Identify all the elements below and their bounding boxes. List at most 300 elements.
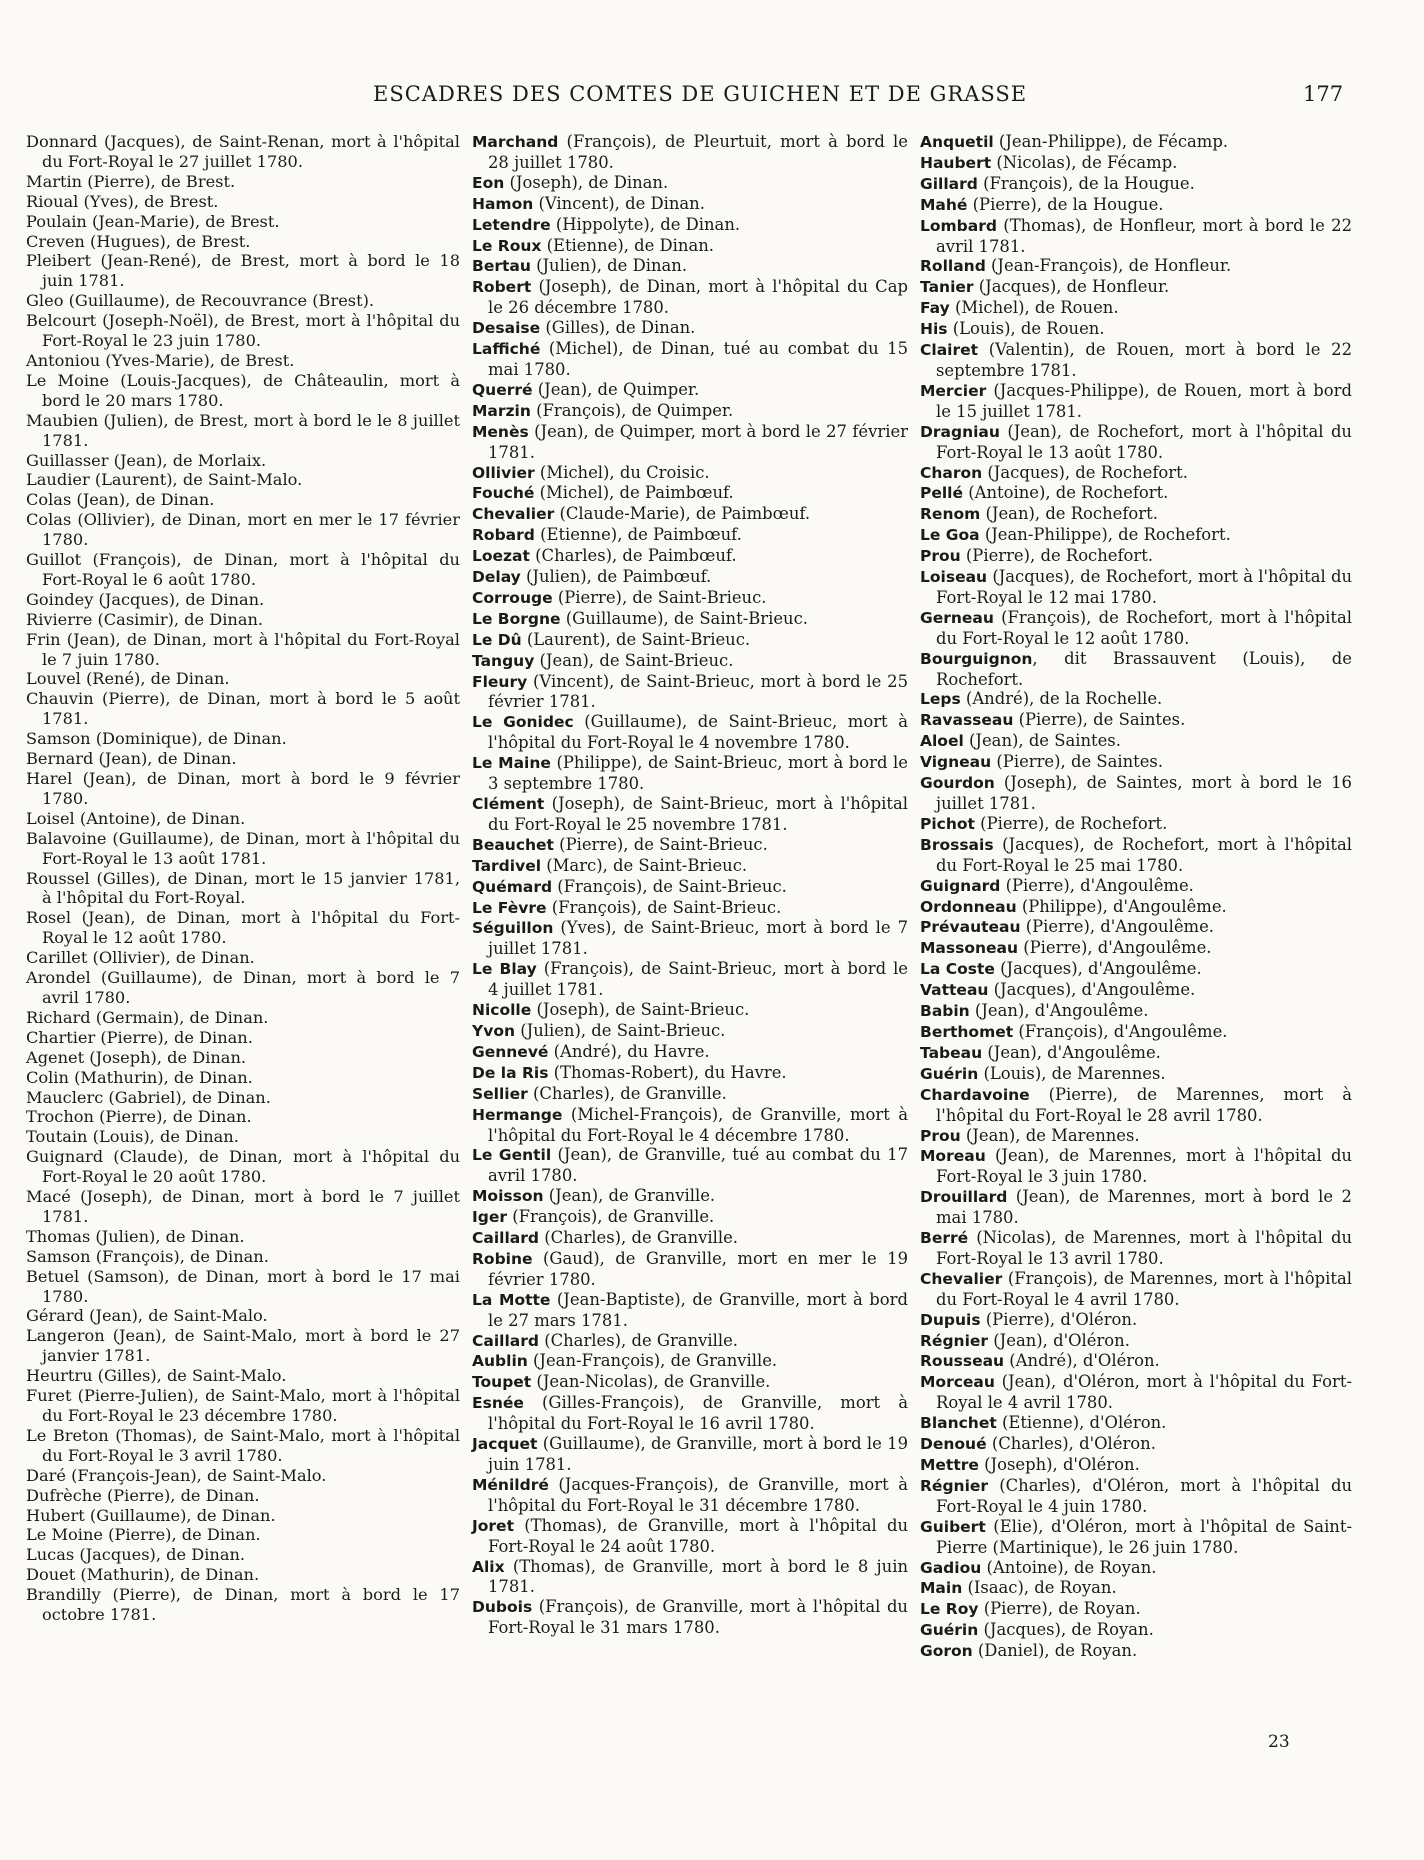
roster-entry — [472, 546, 908, 567]
roster-entry — [472, 877, 908, 898]
entry-surname: Ollivier — [472, 463, 535, 482]
roster-entry — [26, 550, 460, 590]
roster-entry — [920, 1043, 1352, 1064]
entry-surname: Le Roy — [920, 1600, 979, 1619]
roster-entry — [920, 1064, 1352, 1085]
page-number: 177 — [1303, 82, 1344, 106]
entry-details: (Jean), de Dinan, mort à bord le 9 février 1780. — [42, 769, 460, 808]
entry-details: (Jean), de Dinan. — [71, 490, 215, 510]
entry-surname: Tabeau — [920, 1043, 983, 1062]
entry-surname: Mercier — [920, 381, 987, 400]
roster-entry — [920, 1331, 1352, 1352]
entry-details: (Pierre), de Saint-Brieuc. — [552, 587, 767, 607]
roster-entry — [26, 590, 460, 610]
entry-details: (Thomas), de Honfleur, mort à bord le 22 avril 1781. — [936, 215, 1352, 256]
entry-surname: Tanier — [920, 278, 974, 297]
entry-surname: Pleibert — [26, 251, 92, 271]
column-right — [920, 132, 1352, 1662]
roster-entry — [26, 1028, 460, 1048]
entry-details: (Jacques), de Dinan. — [74, 1545, 246, 1565]
entry-surname: Marchand — [472, 133, 559, 151]
entry-details: (Pierre), d'Angoulême. — [1000, 875, 1194, 895]
entry-surname: Le Moine — [26, 1525, 103, 1545]
entry-details: (Philippe), de Saint-Brieuc, mort à bord le 3 septembre 1780. — [488, 753, 908, 794]
roster-entry — [472, 567, 908, 588]
entry-details: (Jean), de Marennes. — [960, 1125, 1140, 1145]
roster-entry — [26, 451, 460, 471]
entry-details: (Pierre), d'Oléron. — [980, 1309, 1138, 1329]
entry-surname: Laffiché — [472, 340, 541, 359]
entry-details: (Gabriel), de Dinan. — [103, 1087, 271, 1107]
roster-entry — [26, 132, 460, 172]
roster-entry — [920, 897, 1352, 918]
entry-surname: Goindey — [26, 589, 94, 609]
roster-entry — [472, 1021, 908, 1042]
entry-surname: Louvel — [26, 669, 81, 689]
entry-details: (Jean), de Saint-Malo. — [84, 1306, 268, 1326]
entry-details: (Jean), de Granville, tué au combat du 17 avril 1780. — [488, 1145, 908, 1186]
entry-details: (Jean), d'Oléron. — [988, 1330, 1130, 1350]
roster-entry — [472, 918, 908, 959]
roster-entry — [472, 794, 908, 835]
entry-surname: Le Gonidec — [472, 713, 574, 732]
entry-details: (Charles), d'Oléron. — [986, 1434, 1156, 1454]
entry-details: (Pierre), de Rochefort. — [960, 546, 1154, 566]
entry-details: (François), de Saint-Brieuc. — [552, 876, 787, 896]
roster-entry — [26, 869, 460, 909]
entry-surname: Babin — [920, 1002, 970, 1021]
roster-entry — [26, 1565, 460, 1585]
entry-surname: Renom — [920, 505, 981, 524]
roster-entry — [920, 381, 1352, 422]
entry-details: (Gilles), de Dinan, mort le 15 janvier 1781, à l'hôpital du Fort-Royal. — [42, 868, 460, 908]
entry-details: (Jean), de Quimper. — [532, 379, 700, 399]
entry-details: (Jean), de Dinan, mort à l'hôpital du Fort-Royal le 12 août 1780. — [42, 908, 460, 948]
roster-entry — [472, 1084, 908, 1105]
roster-entry — [472, 1228, 908, 1249]
entry-surname: Querré — [472, 380, 533, 399]
roster-entry — [26, 729, 460, 749]
entry-surname: Moreau — [920, 1147, 986, 1166]
entry-surname: Guignard — [26, 1147, 104, 1167]
entry-details: (Pierre), de Dinan. — [101, 1485, 260, 1505]
entry-surname: Blanchet — [920, 1414, 997, 1433]
entry-surname: Chardavoine — [920, 1085, 1030, 1104]
entry-surname: Antoniou — [26, 350, 101, 370]
entry-details: (Jacques), de Rochefort, mort à l'hôpital du Fort-Royal le 25 mai 1780. — [936, 834, 1352, 875]
entry-surname: Rioual — [26, 191, 79, 211]
entry-surname: Samson — [26, 1246, 91, 1266]
roster-entry — [920, 463, 1352, 484]
entry-details: (Michel), du Croisic. — [534, 462, 710, 482]
roster-entry — [26, 1267, 460, 1307]
entry-details: (François), de Saint-Brieuc. — [546, 897, 782, 917]
entry-surname: Guignard — [920, 876, 1001, 895]
entry-surname: Arondel — [26, 968, 91, 988]
roster-entry — [920, 1372, 1352, 1413]
entry-details: (Thomas), de Saint-Malo, mort à l'hôpital du Fort-Royal le 3 avril 1780. — [42, 1425, 461, 1465]
entry-details: (Hippolyte), de Dinan. — [550, 214, 741, 234]
entry-surname: Le Goa — [920, 526, 980, 545]
entry-surname: Esnée — [472, 1394, 524, 1413]
roster-entry — [920, 1351, 1352, 1372]
entry-details: (Etienne), d'Oléron. — [996, 1413, 1167, 1433]
roster-entry — [920, 340, 1352, 381]
roster-entry — [920, 546, 1352, 567]
entry-surname: Colas — [26, 490, 72, 510]
entry-details: (André), du Havre. — [548, 1041, 710, 1061]
roster-entry — [26, 669, 460, 689]
entry-surname: Gillard — [920, 174, 978, 193]
roster-entry — [26, 1048, 460, 1068]
entry-surname: Mettre — [920, 1456, 979, 1474]
entry-surname: Le Moine — [26, 370, 110, 390]
entry-details: (Michel), de Paimbœuf. — [534, 483, 734, 503]
entry-details: (François), de Dinan. — [90, 1246, 269, 1266]
roster-entry — [472, 1249, 908, 1290]
entry-details: (François), de Dinan, mort à l'hôpital du Fort-Royal le 6 août 1780. — [42, 550, 460, 589]
entry-surname: Hermange — [472, 1105, 563, 1124]
roster-entry — [920, 752, 1352, 773]
entry-details: (Charles), d'Oléron, mort à l'hôpital du Fort-Royal le 4 juin 1780. — [936, 1475, 1352, 1516]
roster-entry — [472, 835, 908, 856]
roster-entry — [472, 1434, 908, 1475]
entry-details: (Jean), de Saint-Brieuc. — [534, 650, 734, 670]
entry-surname: Thomas — [26, 1226, 91, 1246]
entry-surname: Robard — [472, 526, 535, 545]
entry-surname: Vatteau — [920, 981, 989, 1000]
roster-entry — [472, 1145, 908, 1186]
entry-surname: Guérin — [920, 1064, 979, 1083]
entry-surname: Toutain — [26, 1127, 88, 1147]
roster-entry — [26, 1147, 460, 1187]
entry-surname: Iger — [472, 1208, 508, 1227]
entry-details: (Julien), de Paimbœuf. — [520, 567, 712, 587]
entry-surname: Gennevé — [472, 1042, 549, 1061]
roster-entry — [920, 174, 1352, 195]
entry-details: (Nicolas), de Marennes, mort à l'hôpital du Fort-Royal le 13 avril 1780. — [936, 1228, 1352, 1268]
entry-surname: Corrouge — [472, 588, 553, 607]
entry-surname: Quémard — [472, 877, 553, 896]
roster-entry — [472, 215, 908, 236]
entry-details: (Jean-Philippe), de Rochefort. — [979, 525, 1231, 545]
entry-surname: Gerneau — [920, 608, 994, 627]
roster-entry — [472, 1207, 908, 1228]
roster-entry — [920, 1269, 1352, 1310]
entry-surname: Marzin — [472, 401, 531, 420]
entry-surname: Le Roux — [472, 236, 542, 255]
roster-entry — [26, 1585, 460, 1625]
roster-entry — [472, 236, 908, 257]
entry-surname: Jacquet — [472, 1435, 538, 1454]
entry-surname: Mauclerc — [26, 1087, 104, 1107]
entry-surname: Chevalier — [920, 1269, 1003, 1288]
entry-surname: Régnier — [920, 1331, 989, 1350]
entry-details: (Laurent), de Saint-Malo. — [89, 470, 303, 490]
entry-details: (Louis), de Rouen. — [947, 319, 1105, 339]
roster-entry — [472, 1351, 908, 1372]
roster-entry — [472, 380, 908, 401]
entry-details: (Jean-Nicolas), de Granville. — [531, 1372, 771, 1392]
roster-entry — [920, 256, 1352, 277]
entry-details: (Louis-Jacques), de Châteaulin, mort à bord le 20 mars 1780. — [42, 370, 460, 410]
entry-surname: Rolland — [920, 257, 986, 276]
roster-entry — [920, 1126, 1352, 1147]
entry-surname: Berré — [920, 1229, 969, 1248]
entry-details: (Jacques), de Rochefort. — [982, 462, 1188, 482]
entry-details: (Jean), de Rochefort. — [980, 504, 1158, 524]
roster-entry — [920, 1455, 1352, 1476]
entry-surname: Le Dû — [472, 630, 522, 649]
roster-entry — [920, 525, 1352, 546]
entry-details: (Jacques), de Royan. — [978, 1620, 1154, 1640]
entry-details: (Gilles-François), de Granville, mort à l'hôpital du Fort-Royal le 16 avril 1780. — [488, 1393, 908, 1434]
roster-entry — [26, 630, 460, 670]
entry-details: (Joseph), d'Oléron. — [978, 1455, 1140, 1474]
entry-surname: Sellier — [472, 1084, 528, 1103]
entry-surname: Main — [920, 1579, 963, 1598]
roster-entry — [920, 1146, 1352, 1187]
roster-entry — [920, 917, 1352, 938]
entry-surname: Menès — [472, 422, 529, 441]
roster-entry — [472, 1000, 908, 1021]
entry-details: (Elie), d'Oléron, mort à l'hôpital de Saint-Pierre (Martinique), le 26 juin 1780. — [936, 1516, 1352, 1557]
roster-entry — [472, 504, 908, 525]
roster-entry — [920, 980, 1352, 1001]
roster-entry — [920, 1620, 1352, 1641]
entry-surname: Poulain — [26, 211, 87, 231]
roster-entry — [472, 525, 908, 546]
entry-details: (Pierre), de Saint-Brieuc. — [553, 834, 768, 854]
entry-details: (Jean), de Marennes, mort à bord le 2 mai 1780. — [936, 1187, 1352, 1228]
entry-details: (Pierre), de Saintes. — [1013, 710, 1186, 730]
roster-entry — [26, 1426, 460, 1466]
entry-details: (François), de Marennes, mort à l'hôpital du Fort-Royal le 4 avril 1780. — [936, 1268, 1352, 1309]
entry-surname: Gadiou — [920, 1558, 982, 1577]
entry-details: (Hugues), de Brest. — [84, 231, 251, 251]
entry-details: (Julien), de Dinan. — [90, 1226, 245, 1246]
roster-entry — [920, 689, 1352, 710]
entry-details: (Thomas), de Granville, mort à bord le 8 juin 1781. — [488, 1556, 908, 1597]
entry-surname: Bertau — [472, 257, 531, 276]
entry-surname: Régnier — [920, 1476, 989, 1495]
entry-details: (Jean), de Rochefort, mort à l'hôpital du Fort-Royal le 13 août 1780. — [936, 421, 1352, 462]
column-middle — [472, 132, 908, 1638]
entry-surname: Le Breton — [26, 1425, 109, 1445]
entry-details: (Thomas), de Granville, mort à l'hôpital du Fort-Royal le 24 août 1780. — [488, 1515, 908, 1556]
entry-surname: Prou — [920, 1126, 961, 1145]
entry-surname: Pichot — [920, 814, 975, 833]
roster-entry — [920, 1085, 1352, 1126]
roster-entry — [26, 1227, 460, 1247]
roster-entry — [26, 490, 460, 510]
entry-surname: Eon — [472, 173, 505, 192]
entry-details: (Antoine), de Dinan. — [74, 808, 246, 828]
entry-details: (Jean), de Quimper, mort à bord le 27 février 1781. — [488, 421, 908, 462]
entry-details: (Louis), de Dinan. — [87, 1127, 239, 1147]
entry-details: (Antoine), de Royan. — [981, 1557, 1157, 1577]
roster-entry — [920, 1001, 1352, 1022]
entry-surname: Moisson — [472, 1187, 544, 1206]
entry-details: (Jacques-Philippe), de Rouen, mort à bord le 15 juillet 1781. — [936, 380, 1352, 421]
roster-entry — [472, 1516, 908, 1557]
entry-details: (Casimir), de Dinan. — [92, 609, 264, 629]
entry-surname: Fleury — [472, 672, 528, 691]
entry-details: (Vincent), de Dinan. — [533, 193, 705, 213]
roster-entry — [472, 256, 908, 277]
roster-entry — [472, 1393, 908, 1434]
entry-details: (Vincent), de Saint-Brieuc, mort à bord le 25 février 1781. — [488, 671, 908, 712]
entry-surname: Colas — [26, 510, 72, 530]
entry-details: (Gilles), de Saint-Malo. — [92, 1366, 287, 1386]
entry-surname: Balavoine — [26, 828, 107, 848]
roster-entry — [26, 1187, 460, 1227]
roster-entry — [26, 172, 460, 192]
entry-surname: La Motte — [472, 1290, 551, 1309]
entry-surname: Douet — [26, 1565, 76, 1585]
entry-details: (Yves), de Brest. — [78, 191, 219, 211]
entry-details: (Mathurin), de Dinan. — [75, 1565, 260, 1585]
entry-surname: Agenet — [26, 1047, 85, 1067]
entry-details: (Etienne), de Dinan. — [541, 235, 715, 255]
roster-entry — [920, 1434, 1352, 1455]
roster-entry — [920, 1578, 1352, 1599]
entry-details: (François), de Granville, mort à l'hôpital du Fort-Royal le 31 mars 1780. — [488, 1597, 908, 1638]
entry-surname: Aloel — [920, 732, 964, 751]
roster-entry — [920, 1517, 1352, 1558]
entry-details: (Jacques), d'Angoulême. — [994, 959, 1202, 979]
entry-details: (Guillaume), de Dinan, mort à bord le 7 avril 1780. — [42, 968, 460, 1007]
entry-details: (François), d'Angoulême. — [1013, 1021, 1228, 1041]
roster-entry — [26, 311, 460, 351]
roster-entry — [472, 194, 908, 215]
entry-details: (Charles), de Granville. — [538, 1330, 739, 1350]
entry-details: (Yves), de Saint-Brieuc, mort à bord le 7 juillet 1781. — [488, 918, 908, 959]
roster-entry — [920, 710, 1352, 731]
entry-surname: Guérin — [920, 1621, 979, 1640]
roster-entry — [472, 132, 908, 173]
roster-entry — [472, 630, 908, 651]
entry-surname: Prévauteau — [920, 918, 1021, 937]
entry-details: (Joseph), de Dinan, mort à l'hôpital du Cap le 26 décembre 1780. — [488, 277, 908, 318]
entry-details: (Gaud), de Granville, mort en mer le 19 février 1780. — [488, 1248, 908, 1289]
entry-surname: Dufrèche — [26, 1485, 102, 1505]
entry-details: (Pierre-Julien), de Saint-Malo, mort à l'hôpital du Fort-Royal le 23 décembre 1780. — [42, 1386, 460, 1425]
roster-entry — [472, 651, 908, 672]
entry-surname: Loiseau — [920, 568, 988, 587]
entry-details: (André), de la Rochelle. — [960, 689, 1163, 709]
roster-entry — [472, 712, 908, 753]
entry-surname: Brossais — [920, 835, 994, 854]
roster-entry — [472, 856, 908, 877]
roster-entry — [920, 319, 1352, 340]
entry-details: (Jean-Baptiste), de Granville, mort à bord le 27 mars 1781. — [488, 1289, 908, 1330]
entry-details: (Guillaume), de Dinan, mort à l'hôpital du Fort-Royal le 13 août 1781. — [42, 828, 460, 868]
entry-surname: Caillard — [472, 1229, 539, 1248]
roster-entry — [920, 1022, 1352, 1043]
entry-details: (Charles), de Granville. — [527, 1083, 727, 1103]
entry-surname: Guillot — [26, 550, 82, 570]
entry-surname: Clairet — [920, 341, 979, 360]
roster-entry — [26, 1088, 460, 1108]
entry-details: (François), de la Hougue. — [977, 173, 1195, 193]
roster-entry — [26, 510, 460, 550]
entry-surname: Drouillard — [920, 1188, 1008, 1207]
entry-surname: Dupuis — [920, 1310, 981, 1329]
roster-entry — [920, 773, 1352, 814]
roster-entry — [920, 567, 1352, 608]
entry-details: (Jean-René), de Brest, mort à bord le 18 juin 1781. — [42, 251, 460, 291]
entry-details: (Valentin), de Rouen, mort à bord le 22 septembre 1781. — [936, 340, 1352, 380]
roster-entry — [472, 609, 908, 630]
entry-details: (Joseph-Noël), de Brest, mort à l'hôpital du Fort-Royal le 23 juin 1780. — [42, 311, 460, 351]
entry-details: (Charles), de Paimbœuf. — [529, 546, 737, 566]
roster-entry — [920, 876, 1352, 897]
roster-entry — [26, 192, 460, 212]
entry-details: (Michel), de Rouen. — [949, 298, 1119, 318]
roster-entry — [26, 1008, 460, 1028]
roster-entry — [920, 153, 1352, 174]
roster-entry — [472, 339, 908, 380]
roster-entry — [920, 483, 1352, 504]
entry-details: (Jean), de Morlaix. — [108, 450, 267, 470]
entry-details: (Philippe), d'Angoulême. — [1016, 896, 1227, 916]
entry-details: (Jean-Philippe), de Fécamp. — [993, 132, 1229, 151]
roster-entry — [472, 959, 908, 1000]
entry-surname: Yvon — [472, 1021, 516, 1040]
entry-surname: Le Gentil — [472, 1146, 552, 1165]
roster-entry — [472, 1063, 908, 1084]
entry-details: (Samson), de Dinan, mort à bord le 17 mai 1780. — [42, 1266, 460, 1306]
roster-entry — [472, 1186, 908, 1207]
entry-surname: Rivierre — [26, 609, 93, 629]
entry-details: (François), de Saint-Brieuc, mort à bord le 4 juillet 1781. — [488, 959, 909, 1000]
entry-details: (Guillaume), de Saint-Brieuc, mort à l'hôpital du Fort-Royal le 4 novembre 1780. — [488, 712, 908, 753]
roster-entry — [26, 809, 460, 829]
roster-entry — [920, 731, 1352, 752]
entry-details: (Laurent), de Saint-Brieuc. — [521, 629, 751, 649]
entry-surname: De la Ris — [472, 1063, 549, 1082]
roster-entry — [26, 1545, 460, 1565]
entry-surname: Lucas — [26, 1545, 75, 1565]
entry-details: (Nicolas), de Fécamp. — [991, 152, 1178, 172]
roster-entry — [472, 463, 908, 484]
entry-surname: Guillasser — [26, 450, 109, 470]
entry-surname: Daré — [26, 1465, 66, 1485]
entry-surname: Belcourt — [26, 311, 97, 331]
roster-entry — [26, 948, 460, 968]
roster-entry — [26, 749, 460, 769]
entry-details: (Pierre), de Dinan. — [93, 1107, 252, 1127]
roster-entry — [472, 277, 908, 318]
roster-entry — [26, 1068, 460, 1088]
entry-details: (Joseph), de Saint-Brieuc, mort à l'hôpital du Fort-Royal le 25 novembre 1781. — [488, 794, 908, 834]
roster-entry — [920, 216, 1352, 257]
entry-details: (Jacques), de Honfleur. — [973, 277, 1170, 297]
entry-surname: Prou — [920, 547, 961, 566]
roster-entry — [472, 1290, 908, 1331]
entry-surname: Vigneau — [920, 753, 992, 772]
entry-surname: Macé — [26, 1187, 71, 1207]
page-title: ESCADRES DES COMTES DE GUICHEN ET DE GRASSE — [373, 82, 1028, 106]
entry-details: (Guillaume), de Granville, mort à bord le 19 juin 1781. — [488, 1434, 908, 1474]
entry-surname: Creven — [26, 231, 85, 251]
entry-surname: Anquetil — [920, 133, 994, 151]
roster-entry — [920, 1476, 1352, 1517]
entry-details: (Michel-François), de Granville, mort à l'hôpital du Fort-Royal le 4 décembre 1780. — [488, 1104, 908, 1145]
entry-surname: Betuel — [26, 1266, 80, 1286]
entry-surname: Le Fèvre — [472, 898, 547, 917]
